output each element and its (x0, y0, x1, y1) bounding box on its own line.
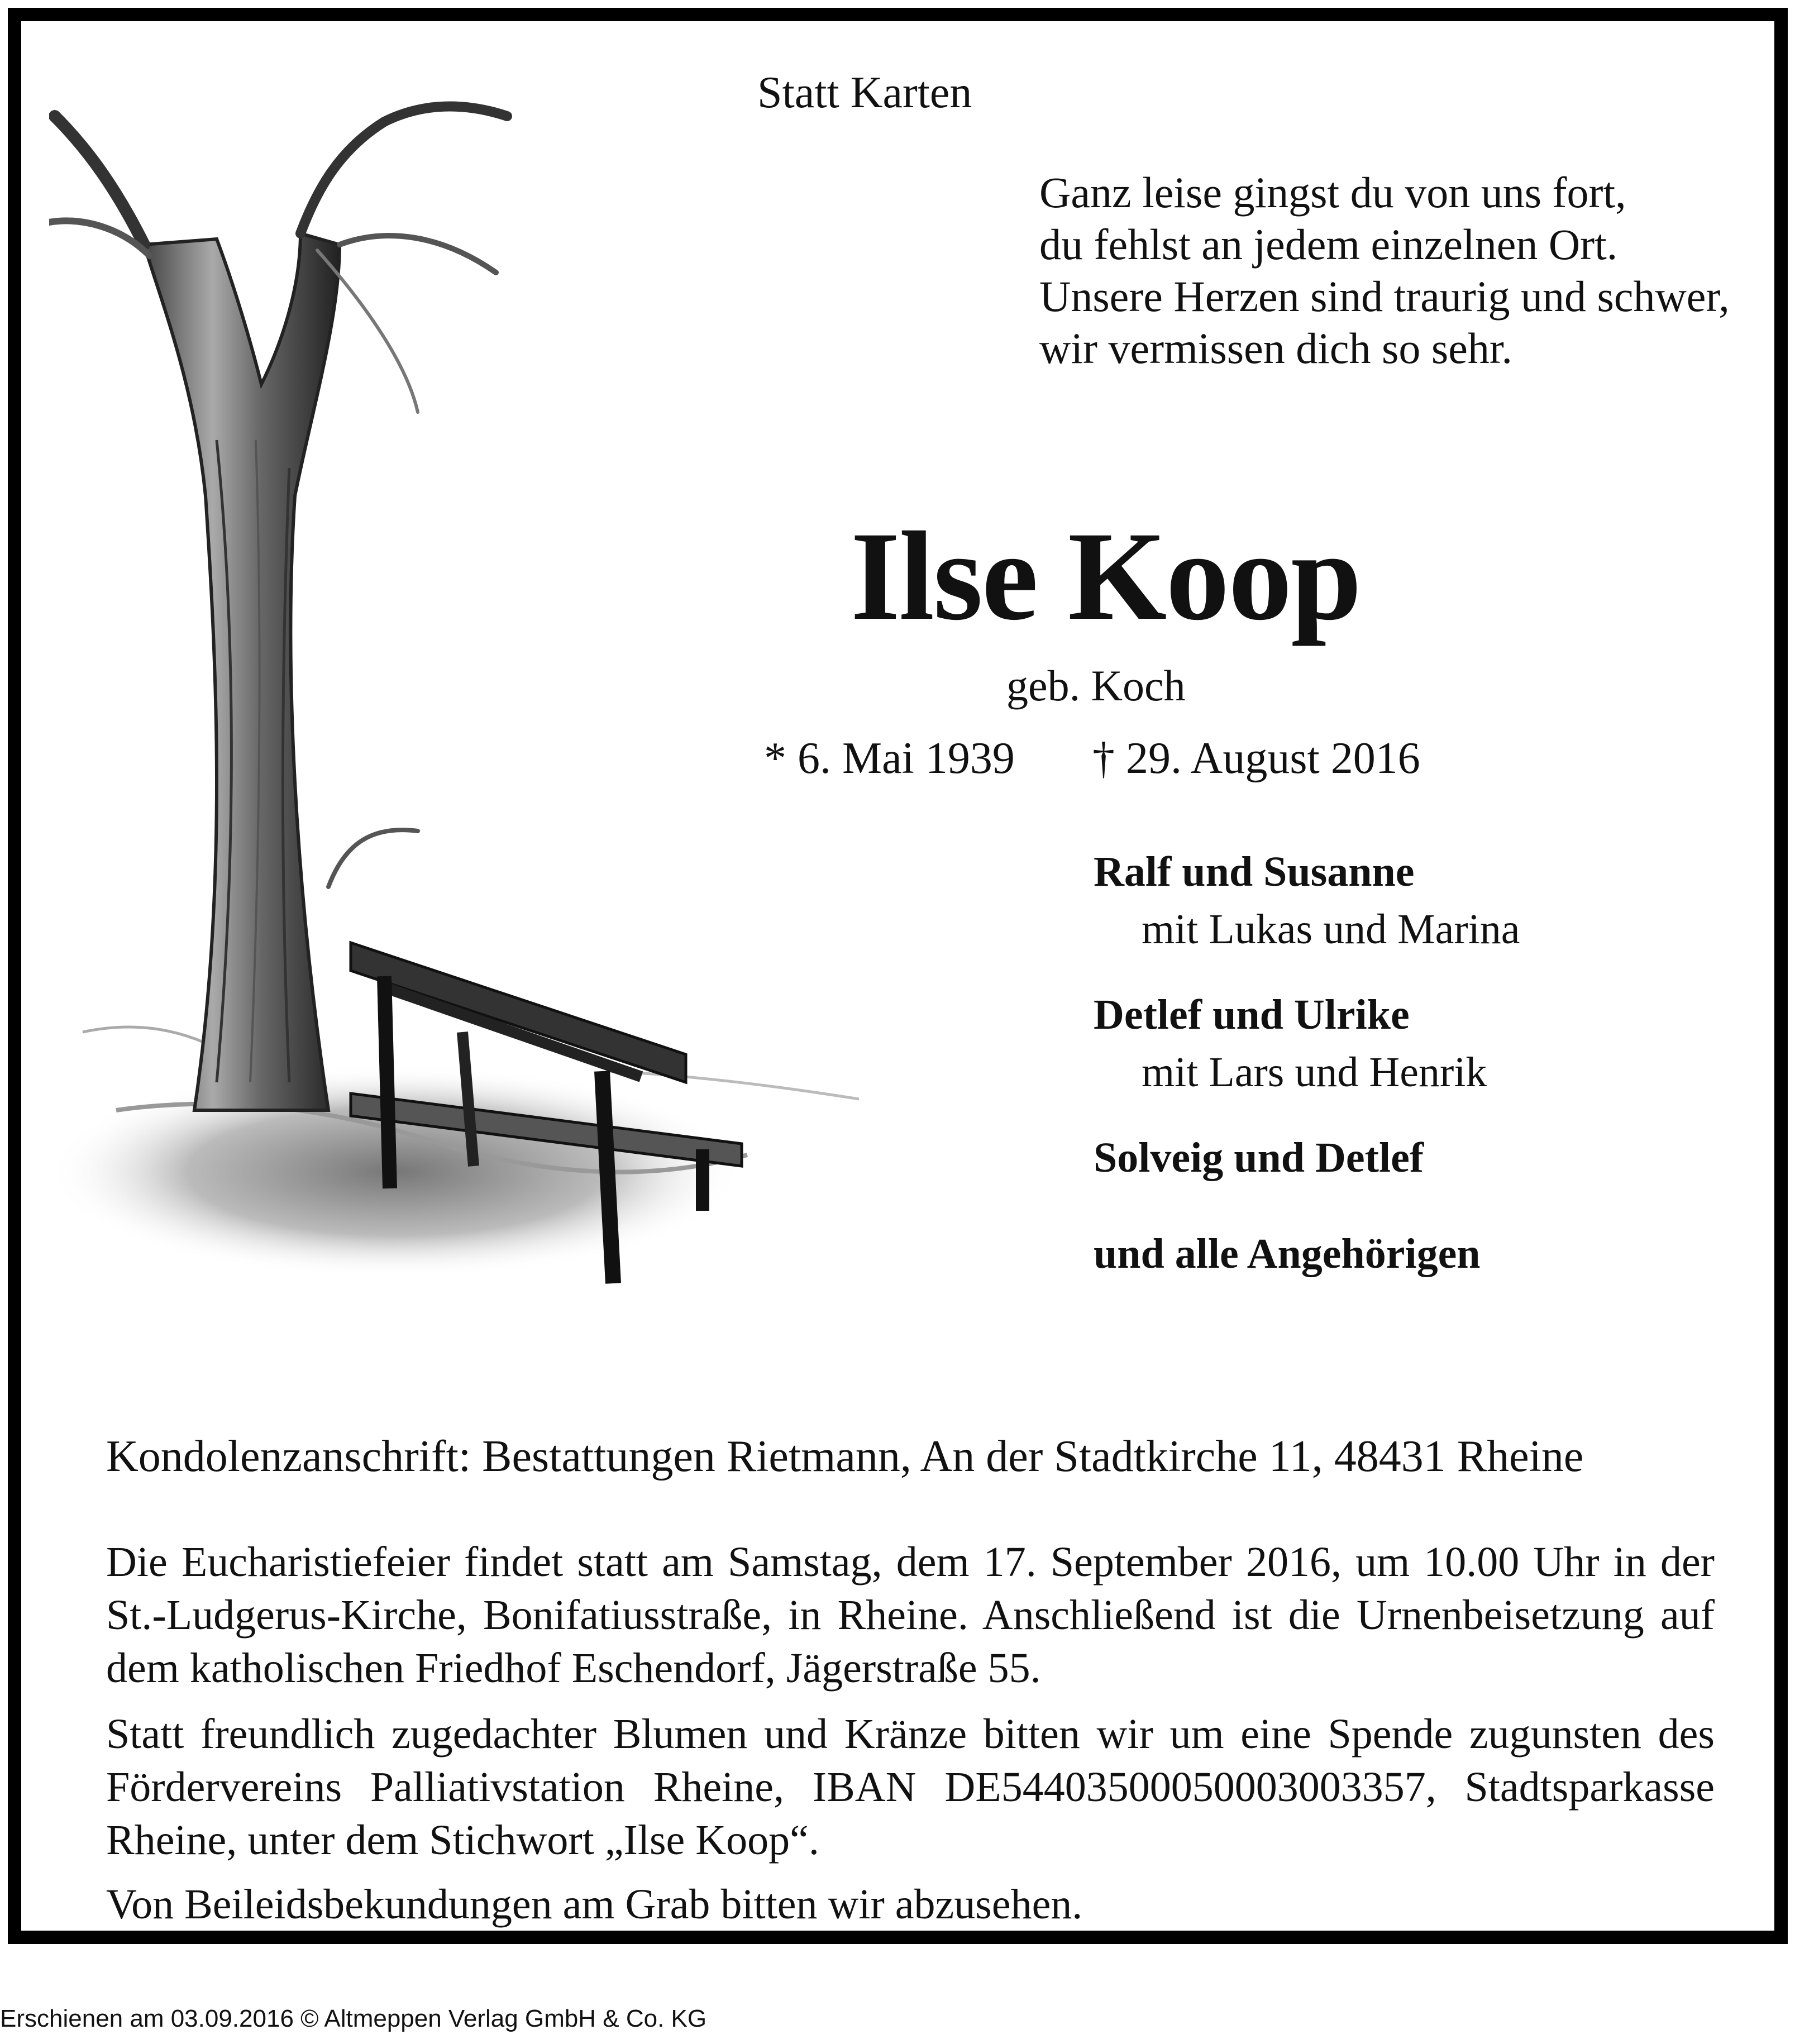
statt-karten-label: Statt Karten (757, 68, 972, 117)
closing-paragraph: Von Beileidsbekundungen am Grab bitten wir abzusehen. (106, 1881, 1083, 1928)
publication-footer: Erschienen am 03.09.2016 © Altmeppen Verlag GmbH & Co. KG (0, 2005, 707, 2032)
tree-bench-illustration (49, 49, 1005, 1335)
mourner-names: und alle Angehörigen (1094, 1230, 1481, 1277)
condolence-address: Kondolenzanschrift: Bestattungen Rietmann, An der Stadtkirche 11, 48431 Rheine (106, 1432, 1584, 1481)
service-paragraph: Die Eucharistiefeier findet statt am Samstag, dem 17. September 2016, um 10.00 Uhr in der St.-Ludgerus-Kirche, Bonifatiusstraße, in Rheine. Anschließend ist die Urnenbeisetzung auf dem katholischen Friedhof Eschendorf, Jägerstraße 55. (106, 1539, 1715, 1692)
mourner-names: Solveig und Detlef (1094, 1134, 1424, 1181)
poem-line: du fehlst an jedem einzelnen Ort. (1039, 220, 1618, 269)
donation-paragraph: Statt freundlich zugedachter Blumen und Kränze bitten wir um eine Spende zugunsten des Fördervereins Palliativstation Rheine, IBAN DE54403500050003003357, Stadtsparkasse Rheine, unter dem Stichwort „Ilse Koop“. (106, 1711, 1715, 1864)
poem-line: wir vermissen dich so sehr. (1039, 324, 1513, 372)
poem-line: Ganz leise gingst du von uns fort, (1039, 168, 1626, 217)
birth-date: * 6. Mai 1939 (764, 734, 1015, 783)
mourner-children: mit Lars und Henrik (1142, 1049, 1487, 1096)
deceased-name: Ilse Koop (851, 506, 1361, 647)
maiden-name: geb. Koch (1006, 661, 1186, 710)
poem-line: Unsere Herzen sind traurig und schwer, (1039, 272, 1730, 321)
mourner-names: Ralf und Susanne (1094, 848, 1415, 895)
memorial-poem (1039, 166, 1730, 374)
obituary-frame (8, 8, 1788, 1944)
death-date: † 29. August 2016 (1092, 734, 1420, 783)
mourner-children: mit Lukas und Marina (1142, 906, 1520, 953)
mourner-names: Detlef und Ulrike (1094, 991, 1410, 1038)
